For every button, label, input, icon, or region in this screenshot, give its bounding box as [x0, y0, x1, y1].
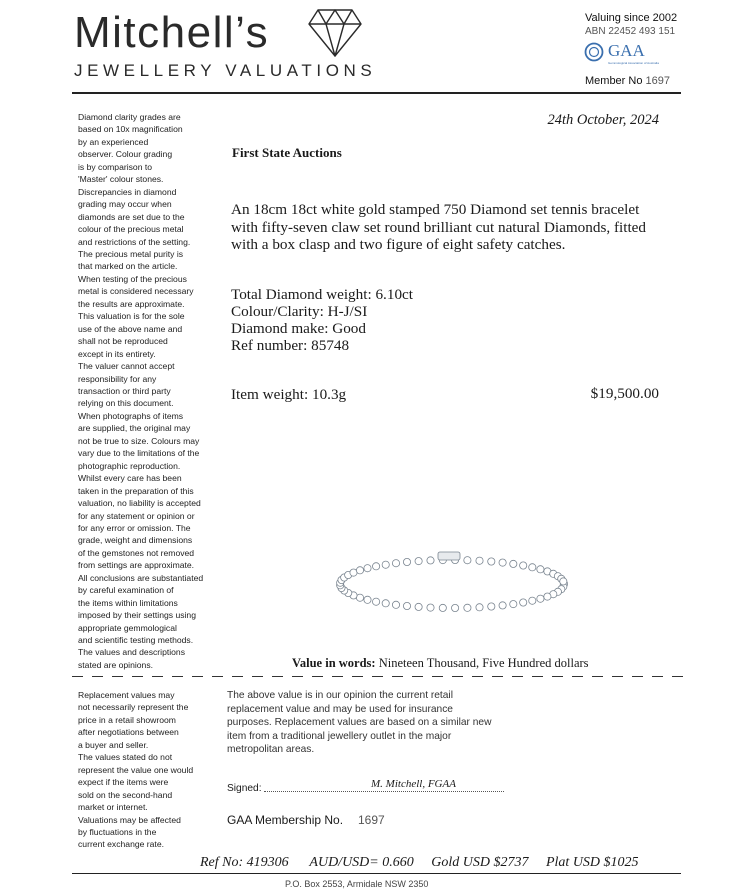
bracelet-stone [520, 562, 527, 569]
footer-aud-usd: AUD/USD= 0.660 [309, 855, 414, 870]
brand-subtitle: JEWELLERY VALUATIONS [74, 61, 377, 80]
bracelet-stone [476, 604, 483, 611]
valuation-price: $19,500.00 [590, 385, 659, 402]
bracelet-stone [488, 558, 495, 565]
divider-dash [552, 676, 563, 677]
bracelet-stone [382, 600, 389, 607]
bracelet-stone [403, 602, 410, 609]
divider-dash [232, 676, 243, 677]
bracelet-stone [403, 558, 410, 565]
bracelet-stone [364, 565, 371, 572]
divider-dash [652, 676, 663, 677]
member-label: Member No [585, 75, 643, 87]
bracelet-stone [520, 599, 527, 606]
bracelet-photo [330, 548, 574, 618]
divider-dash [592, 676, 603, 677]
client-name: First State Auctions [232, 145, 342, 160]
bracelet-stone [373, 563, 380, 570]
member-no: 1697 [645, 75, 671, 87]
bracelet-stone [464, 557, 471, 564]
ref-number: Ref number: 85748 [231, 337, 350, 354]
diamond-logo-icon [308, 4, 362, 58]
value-in-words-text: Nineteen Thousand, Five Hundred dollars [378, 656, 589, 670]
signature-line [264, 791, 504, 792]
bracelet-stone [499, 602, 506, 609]
bracelet-stone [427, 604, 434, 611]
footer-rates [200, 855, 639, 871]
header-divider [72, 92, 681, 94]
divider-dash [292, 676, 303, 677]
bracelet-stone [560, 578, 567, 585]
bracelet-stone [510, 601, 517, 608]
divider-dash [612, 676, 623, 677]
gaa-membership-label: GAA Membership No. [227, 813, 344, 827]
divider-dash [372, 676, 383, 677]
divider-dash [572, 676, 583, 677]
bracelet-stone [382, 561, 389, 568]
divider-dash [532, 676, 543, 677]
bracelet-stone [544, 593, 551, 600]
colour-clarity: Colour/Clarity: H-J/SI [231, 303, 368, 320]
divider-dash [152, 676, 163, 677]
footer-ref-no: Ref No: 419306 [200, 855, 289, 870]
divider-dash [452, 676, 463, 677]
bracelet-stone [427, 557, 434, 564]
bracelet-stone [392, 560, 399, 567]
divider-dash [352, 676, 363, 677]
member-number [585, 74, 670, 88]
footer-address: P.O. Box 2553, Armidale NSW 2350 [285, 879, 429, 889]
divider-dash [512, 676, 523, 677]
signatory-name: M. Mitchell, FGAA [371, 778, 456, 790]
footer-divider [72, 873, 681, 874]
gaa-logo-icon [584, 42, 604, 62]
divider-dash [252, 676, 263, 677]
bracelet-stone [510, 560, 517, 567]
value-in-words [292, 656, 589, 671]
bracelet-stone [439, 604, 446, 611]
total-diamond-weight: Total Diamond weight: 6.10ct [231, 286, 413, 303]
item-weight: Item weight: 10.3g [231, 386, 347, 403]
divider-dash [132, 676, 143, 677]
bracelet-stone [364, 596, 371, 603]
divider-dash [272, 676, 283, 677]
divider-dash [412, 676, 423, 677]
bracelet-stone [464, 604, 471, 611]
valuing-since: Valuing since 2002 [585, 12, 678, 24]
bracelet-stone [356, 567, 363, 574]
footer-plat: Plat USD $1025 [545, 855, 639, 870]
value-in-words-label: Value in words: [292, 656, 376, 670]
bracelet-stone [392, 601, 399, 608]
bracelet-stone [537, 595, 544, 602]
brand-name: Mitchell’s [74, 8, 270, 57]
divider-dash [672, 676, 683, 677]
gaa-wordmark: GAA [608, 41, 645, 60]
disclaimer-top: Diamond clarity grades are based on 10x magnification by an experienced observer. Colour grading is by comparison to 'Master' colour stones. Discrepancies in diamond grading may occur when diamonds are set due to the colour of the precious metal and restrictions of the setting. The precious metal purity is that marked on the article. When testing of the precious metal is considered necessary the results are approximate. This valuation is for the sole use of the above name and shall not be reproduced except in its entirety. The valuer cannot accept responsibility for any transaction or third party relying on this document. When photographs of items are supplied, the original may not be true to size. Colours may vary due to the limitations of the photographic reproduction. Whilst every care has been taken in the preparation of this valuation, no liability is accepted for any statement or opinion or for any error or omission. The grade, weight and dimensions of the gemstones not removed from settings are approximate. All conclusions are substantiated by careful examination of the items within limitations imposed by their settings using appropriate gemmological and scientific testing methods. The values and descriptions stated are opinions. [78, 112, 204, 670]
item-description: An 18cm 18ct white gold stamped 750 Diamond set tennis bracelet with fifty-seven claw set round brilliant cut natural Diamonds, fitted with a box clasp and two figure of eight safety catches. [231, 201, 647, 253]
abn-number: ABN 22452 493 151 [585, 26, 676, 37]
bracelet-stone [488, 603, 495, 610]
bracelet-stone [529, 597, 536, 604]
gaa-caption: Gemmological Association of Australia [608, 61, 659, 65]
valuation-date: 24th October, 2024 [547, 112, 659, 128]
gaa-membership-number: 1697 [358, 813, 385, 827]
disclaimer-bottom: Replacement values may not necessarily represent the price in a retail showroom after negotiations between a buyer and seller. The values stated do not represent the value one would expect if the items were sold on the second-hand market or internet. Valuations may be affected by fluctuations in the current exchange rate. [78, 690, 194, 850]
divider-dash [172, 676, 183, 677]
bracelet-stone [415, 603, 422, 610]
bracelet-stone [415, 558, 422, 565]
divider-dash [392, 676, 403, 677]
signed-label: Signed: [227, 783, 262, 794]
divider-dash [212, 676, 223, 677]
divider-dash [632, 676, 643, 677]
bracelet-stone [373, 598, 380, 605]
bracelet-stone [499, 559, 506, 566]
divider-dash [432, 676, 443, 677]
footer-gold: Gold USD $2737 [431, 855, 529, 870]
divider-dash [332, 676, 343, 677]
divider-dash [112, 676, 123, 677]
divider-dash [492, 676, 503, 677]
divider-dash [312, 676, 323, 677]
bracelet-stone [537, 566, 544, 573]
diamond-make: Diamond make: Good [231, 320, 366, 337]
bracelet-stone [529, 564, 536, 571]
divider-dash [92, 676, 103, 677]
divider-dash [192, 676, 203, 677]
bracelet-stone [452, 604, 459, 611]
insurance-statement: The above value is in our opinion the current retail replacement value and may be used for insurance purposes. Replacement values are based on a similar new item from a traditional jewellery outlet in the major metropolitan areas. [227, 690, 492, 756]
bracelet-stone [476, 557, 483, 564]
divider-dash [472, 676, 483, 677]
divider-dash [72, 676, 83, 677]
